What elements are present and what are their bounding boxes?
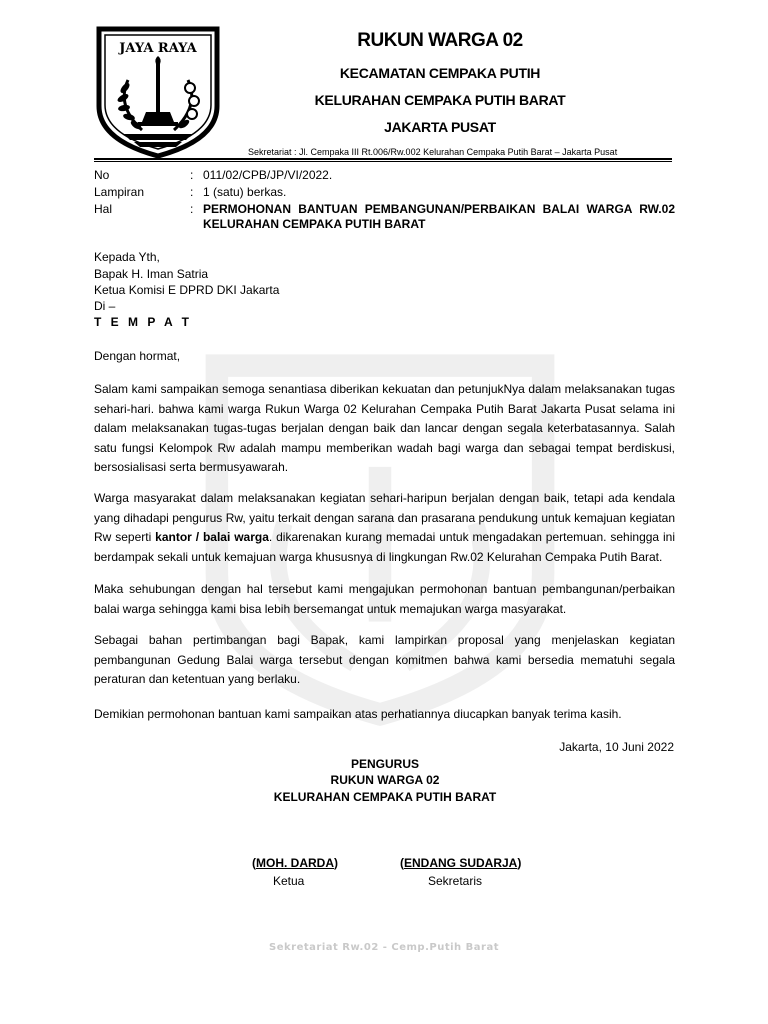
kecamatan-title: KECAMATAN CEMPAKA PUTIH xyxy=(339,65,541,81)
paragraph-2-start: Warga masyarakat dalam melaksanakan kegiatan sehari-haripun berjalan dengan baik, tetapi ada kendala yang dihadapi pengurus Rw, yaitu terkait dengan sarana dan prasarana pendukung untuk kemajuan kegiatan Rw seperti xyxy=(94,491,675,544)
salutation: Dengan hormat, xyxy=(94,349,181,363)
paragraph-5: Demikian permohonan bantuan kami sampaikan atas perhatiannya diucapkan banyak terima kasih. xyxy=(94,707,622,721)
hal-label: Hal xyxy=(94,202,113,216)
lampiran-value: 1 (satu) berkas. xyxy=(203,185,287,199)
paragraph-4: Sebagai bahan pertimbangan bagi Bapak, kami lampirkan proposal yang menjelaskan kegiatan pembangunan Gedung Balai warga tersebut dengan komitmen bahwa kami bersedia mematuhi segala peraturan dan ketentuan yang berlaku. xyxy=(94,633,675,686)
paragraph-2-end: . dikarenakan kurang memadai untuk mengadakan pertemuan. sehingga ini berdampak sekali untuk kemajuan warga khususnya di lingkungan Rw.02 Kelurahan Cempaka Putih Barat. xyxy=(94,530,675,564)
rw-title: RUKUN WARGA 02 xyxy=(357,30,523,51)
header-rule-thin xyxy=(94,161,672,162)
ketua-role: Ketua xyxy=(273,874,305,888)
no-value: 011/02/CPB/JP/VI/2022. xyxy=(203,168,333,182)
lampiran-label: Lampiran xyxy=(94,185,145,199)
hal-value: PERMOHONAN BANTUAN PEMBANGUNAN/PERBAIKAN BALAI WARGA RW.02 KELURAHAN CEMPAKA PUTIH BARAT xyxy=(203,202,675,231)
sekretaris-name-text: ENDANG SUDARJA xyxy=(404,856,518,870)
close-paren: ) xyxy=(517,856,522,870)
recipient-name: Bapak H. Iman Satria xyxy=(94,267,209,281)
kelurahan-title: KELURAHAN CEMPAKA PUTIH BARAT xyxy=(314,92,566,108)
recipient-tempat: T E M P A T xyxy=(94,315,192,329)
paragraph-1: Salam kami sampaikan semoga senantiasa diberikan kekuatan dan petunjukNya dalam melaksanakan tugas sehari-hari. bahwa kami warga Rukun Warga 02 Kelurahan Cempaka Putih Barat Jakarta Pusat selama ini dalam melaksanakan tugas-tugas berjalan dengan baik dan lancar dengan segala keterbatasannya. Salah satu fungsi Kelompok Rw adalah mampu memberikan wadah bagi warga dan sebagai tempat berdiskusi, bersosialisasi serta bermusyawarah. xyxy=(94,382,675,474)
ketua-name-text: MOH. DARDA xyxy=(256,856,334,870)
sekretariat-address: Sekretariat : Jl. Cempaka III Rt.006/Rw.002 Kelurahan Cempaka Putih Barat – Jakarta Pusat xyxy=(248,147,618,157)
kelurahan-label: KELURAHAN CEMPAKA PUTIH BARAT xyxy=(273,790,497,804)
footer-watermark: Sekretariat Rw.02 - Cemp.Putih Barat xyxy=(269,942,499,953)
recipient-greeting: Kepada Yth, xyxy=(94,250,160,264)
paragraph-2 xyxy=(94,489,675,567)
sekretaris-role: Sekretaris xyxy=(428,874,483,888)
recipient-di: Di – xyxy=(94,299,116,313)
jaya-raya-logo xyxy=(94,26,222,158)
logo-text: JAYA RAYA xyxy=(119,41,197,56)
sekretaris-name xyxy=(400,856,521,870)
colon: : xyxy=(190,168,194,182)
header-rule xyxy=(94,158,672,160)
close-paren: ) xyxy=(334,856,338,870)
kota-title: JAKARTA PUSAT xyxy=(384,119,496,135)
rw-label: RUKUN WARGA 02 xyxy=(330,773,440,787)
pengurus-label: PENGURUS xyxy=(350,757,419,771)
no-label: No xyxy=(94,168,110,182)
paragraph-2-bold: kantor / balai warga xyxy=(155,530,269,544)
ketua-name xyxy=(252,856,338,870)
open-paren: ( xyxy=(400,856,404,870)
recipient-position: Ketua Komisi E DPRD DKI Jakarta xyxy=(94,283,280,297)
colon: : xyxy=(190,202,194,216)
colon: : xyxy=(190,185,194,199)
letter-date: Jakarta, 10 Juni 2022 xyxy=(559,740,674,754)
open-paren: ( xyxy=(252,856,256,870)
paragraph-3: Maka sehubungan dengan hal tersebut kami mengajukan permohonan bantuan pembangunan/perbaikan balai warga sehingga kami bisa lebih bersemangat untuk memajukan warga masyarakat. xyxy=(94,582,675,616)
